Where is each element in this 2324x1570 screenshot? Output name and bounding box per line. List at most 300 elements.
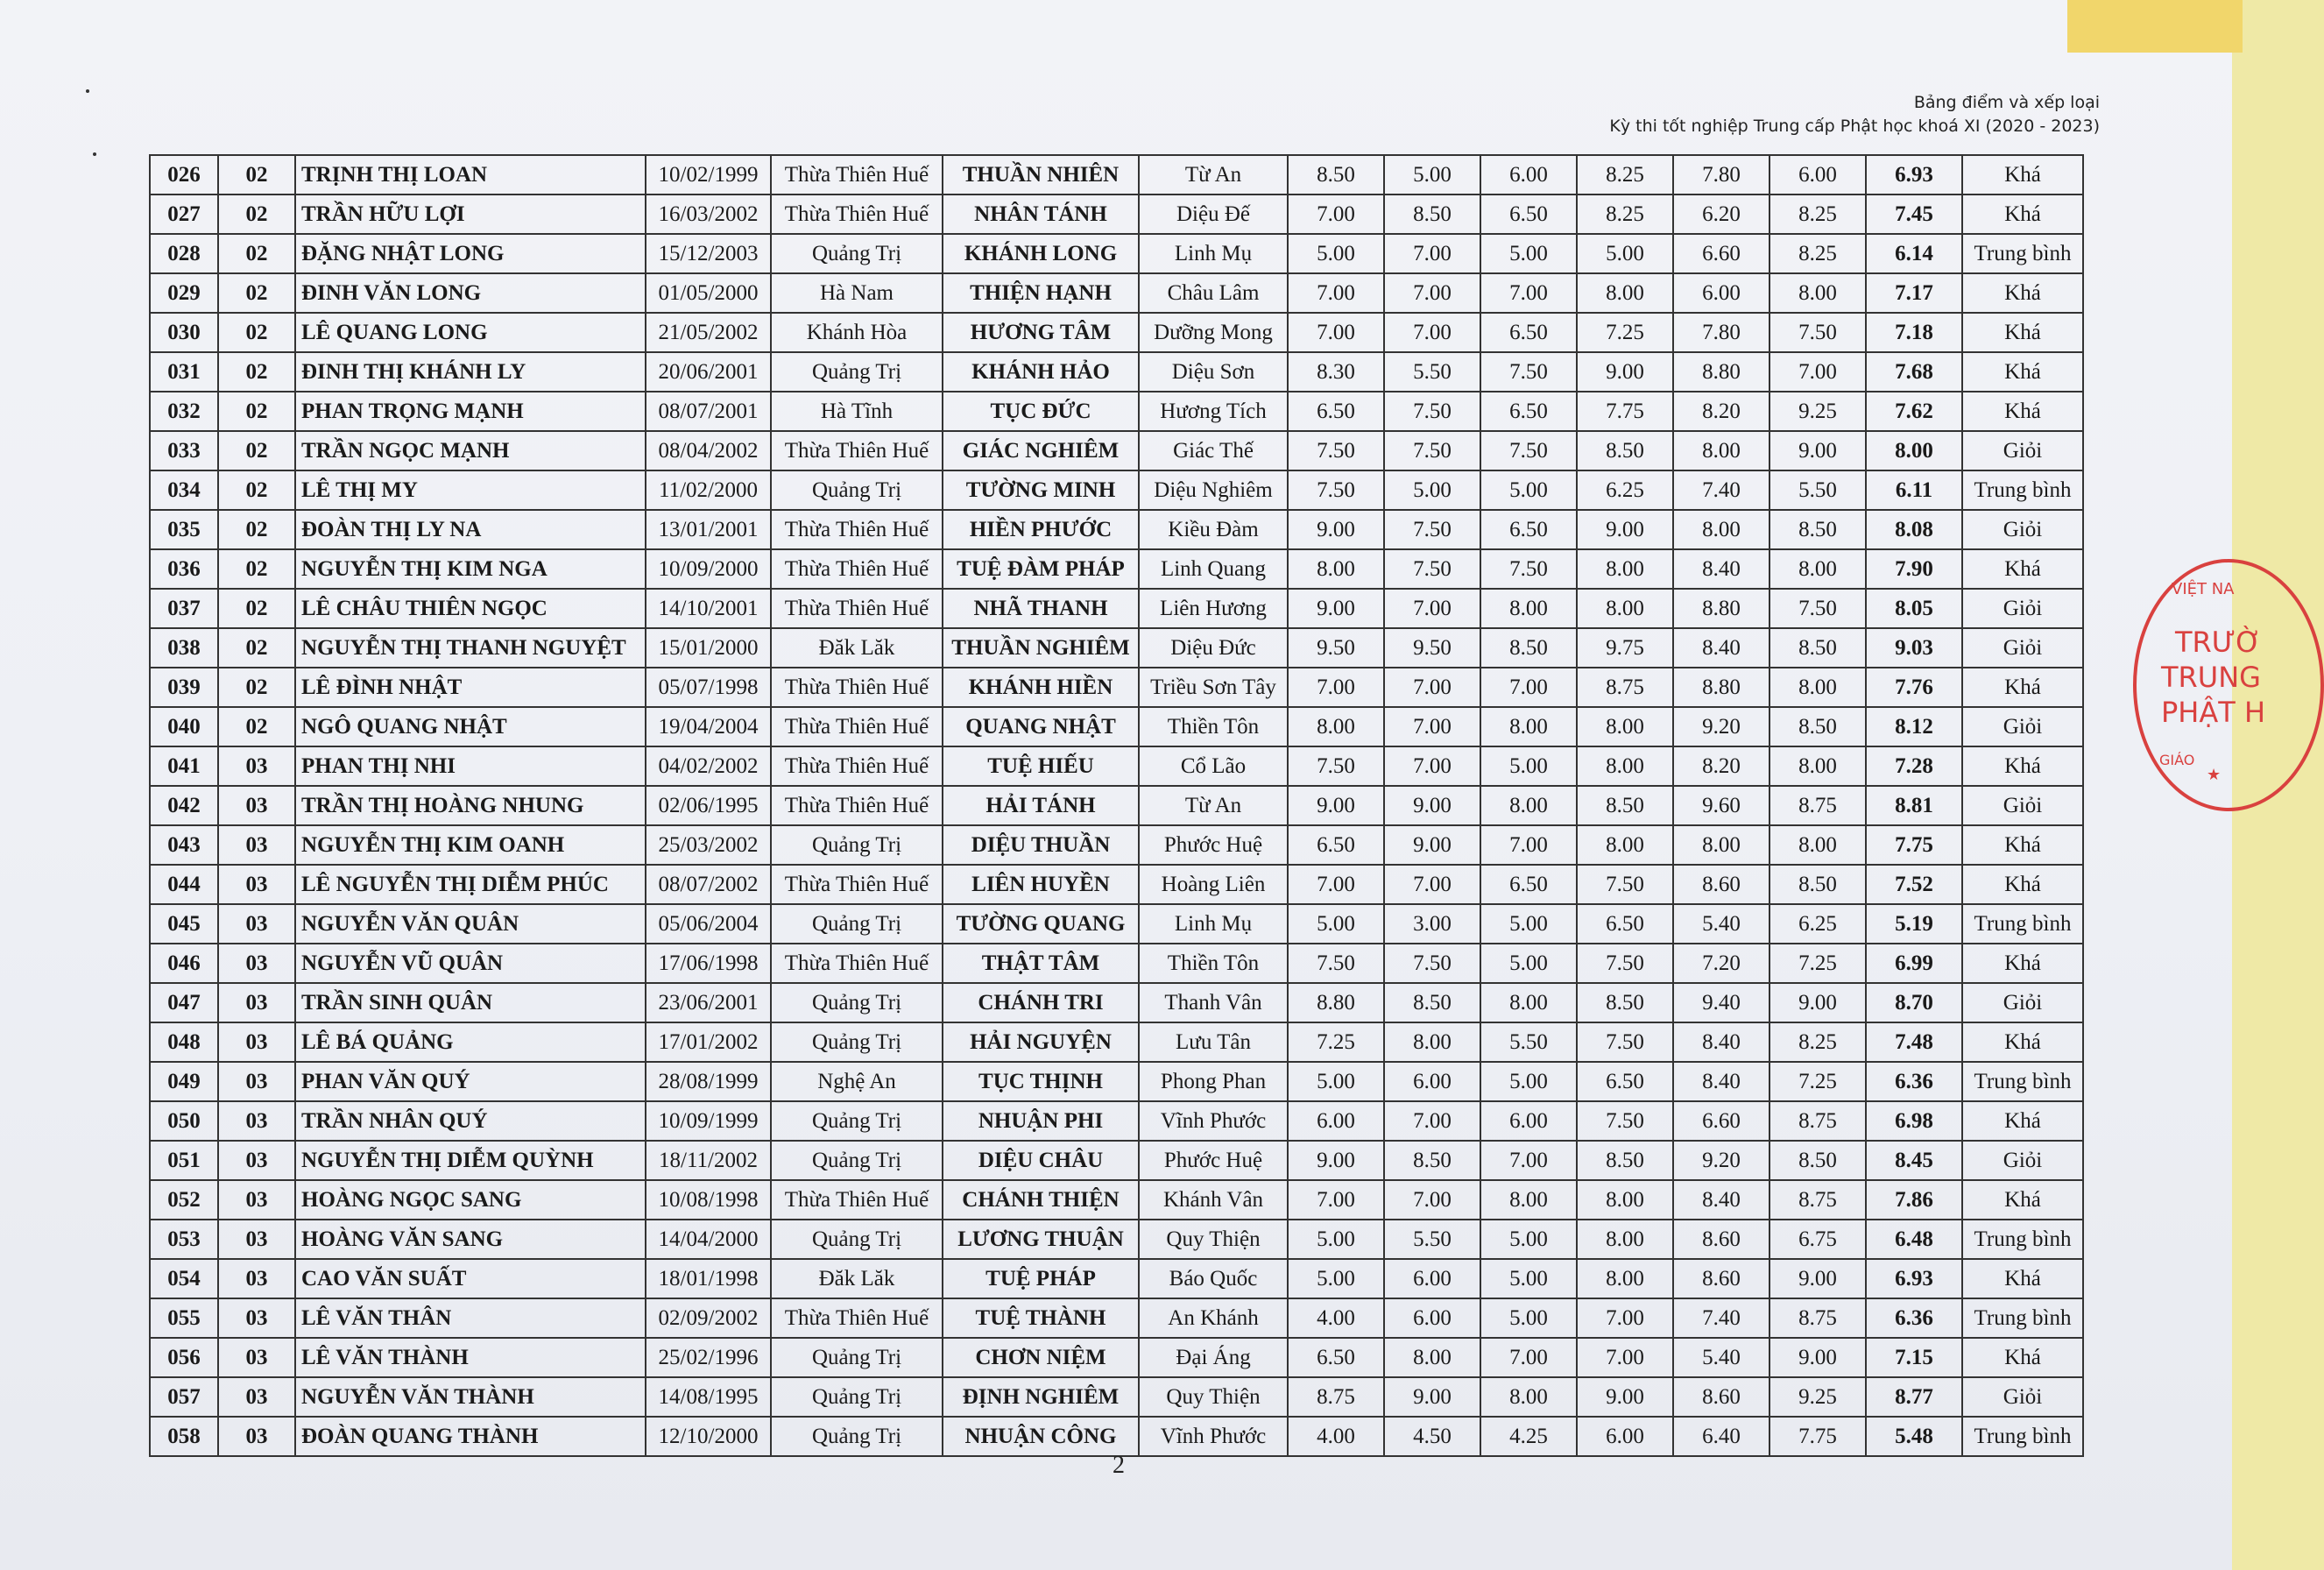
score-cell: 7.50	[1769, 313, 1866, 352]
average-cell: 8.05	[1866, 589, 1962, 628]
temple-cell: Linh Mụ	[1139, 904, 1288, 944]
score-cell: 7.00	[1288, 865, 1384, 904]
score-cell: 8.00	[1480, 589, 1577, 628]
average-cell: 7.18	[1866, 313, 1962, 352]
name-cell: LÊ QUANG LONG	[295, 313, 646, 352]
score-cell: 8.50	[1577, 983, 1673, 1022]
score-cell: 8.40	[1673, 549, 1769, 589]
score-cell: 7.00	[1577, 1338, 1673, 1377]
score-cell: 8.25	[1769, 1022, 1866, 1062]
name-cell: HOÀNG NGỌC SANG	[295, 1180, 646, 1220]
dob-cell: 18/11/2002	[646, 1141, 771, 1180]
room-cell: 02	[218, 549, 295, 589]
score-cell: 7.80	[1673, 155, 1769, 194]
table-row	[150, 983, 2083, 1022]
score-cell: 6.00	[1384, 1062, 1480, 1101]
birthplace-cell: Thừa Thiên Huế	[771, 1298, 943, 1338]
room-cell: 03	[218, 786, 295, 825]
name-cell: TRẦN SINH QUÂN	[295, 983, 646, 1022]
score-cell: 5.00	[1577, 234, 1673, 273]
score-cell: 7.50	[1288, 746, 1384, 786]
score-cell: 9.00	[1288, 589, 1384, 628]
score-cell: 5.00	[1288, 1220, 1384, 1259]
dob-cell: 20/06/2001	[646, 352, 771, 392]
rank-cell: Trung bình	[1962, 234, 2083, 273]
score-cell: 9.00	[1288, 786, 1384, 825]
birthplace-cell: Quảng Trị	[771, 1338, 943, 1377]
score-cell: 7.00	[1288, 1180, 1384, 1220]
average-cell: 8.45	[1866, 1141, 1962, 1180]
table-row	[150, 1259, 2083, 1298]
temple-cell: Thanh Vân	[1139, 983, 1288, 1022]
score-cell: 9.50	[1288, 628, 1384, 668]
score-cell: 5.00	[1384, 470, 1480, 510]
name-cell: ĐINH THỊ KHÁNH LY	[295, 352, 646, 392]
room-cell: 03	[218, 904, 295, 944]
table-row	[150, 392, 2083, 431]
name-cell: TRẦN NHÂN QUÝ	[295, 1101, 646, 1141]
stt-cell: 038	[150, 628, 218, 668]
name-cell: LÊ CHÂU THIÊN NGỌC	[295, 589, 646, 628]
score-cell: 6.50	[1480, 392, 1577, 431]
dob-cell: 28/08/1999	[646, 1062, 771, 1101]
rank-cell: Khá	[1962, 668, 2083, 707]
birthplace-cell: Thừa Thiên Huế	[771, 431, 943, 470]
birthplace-cell: Quảng Trị	[771, 234, 943, 273]
score-cell: 6.00	[1577, 1417, 1673, 1456]
average-cell: 6.14	[1866, 234, 1962, 273]
average-cell: 7.68	[1866, 352, 1962, 392]
room-cell: 03	[218, 1417, 295, 1456]
rank-cell: Khá	[1962, 1022, 2083, 1062]
score-cell: 7.50	[1288, 431, 1384, 470]
room-cell: 03	[218, 825, 295, 865]
name-cell: HOÀNG VĂN SANG	[295, 1220, 646, 1259]
temple-cell: Quy Thiện	[1139, 1220, 1288, 1259]
dob-cell: 15/01/2000	[646, 628, 771, 668]
score-cell: 6.50	[1480, 510, 1577, 549]
temple-cell: Dưỡng Mong	[1139, 313, 1288, 352]
temple-cell: Lưu Tân	[1139, 1022, 1288, 1062]
room-cell: 02	[218, 313, 295, 352]
score-cell: 8.30	[1288, 352, 1384, 392]
room-cell: 03	[218, 1141, 295, 1180]
score-cell: 7.00	[1480, 1141, 1577, 1180]
dob-cell: 10/02/1999	[646, 155, 771, 194]
stt-cell: 049	[150, 1062, 218, 1101]
name-cell: LÊ VĂN THÀNH	[295, 1338, 646, 1377]
score-cell: 7.00	[1384, 1180, 1480, 1220]
dharma-name-cell: HẢI NGUYỆN	[943, 1022, 1139, 1062]
name-cell: NGUYỄN THỊ DIỄM QUỲNH	[295, 1141, 646, 1180]
stt-cell: 047	[150, 983, 218, 1022]
score-cell: 8.00	[1577, 1259, 1673, 1298]
average-cell: 6.93	[1866, 155, 1962, 194]
score-cell: 7.00	[1384, 313, 1480, 352]
average-cell: 6.11	[1866, 470, 1962, 510]
average-cell: 7.28	[1866, 746, 1962, 786]
name-cell: TRẦN THỊ HOÀNG NHUNG	[295, 786, 646, 825]
name-cell: ĐOÀN THỊ LY NA	[295, 510, 646, 549]
name-cell: NGÔ QUANG NHẬT	[295, 707, 646, 746]
dharma-name-cell: KHÁNH HẢO	[943, 352, 1139, 392]
score-cell: 8.25	[1769, 234, 1866, 273]
score-cell: 8.50	[1769, 1141, 1866, 1180]
score-cell: 8.40	[1673, 1022, 1769, 1062]
dob-cell: 14/10/2001	[646, 589, 771, 628]
temple-cell: Phước Huệ	[1139, 1141, 1288, 1180]
table-row	[150, 668, 2083, 707]
score-cell: 6.50	[1288, 1338, 1384, 1377]
stt-cell: 030	[150, 313, 218, 352]
rank-cell: Giỏi	[1962, 431, 2083, 470]
temple-cell: Báo Quốc	[1139, 1259, 1288, 1298]
stt-cell: 045	[150, 904, 218, 944]
score-cell: 8.60	[1673, 1377, 1769, 1417]
score-cell: 8.00	[1384, 1338, 1480, 1377]
score-cell: 8.00	[1288, 707, 1384, 746]
dharma-name-cell: TUỆ HIẾU	[943, 746, 1139, 786]
score-cell: 5.50	[1384, 352, 1480, 392]
dob-cell: 12/10/2000	[646, 1417, 771, 1456]
dob-cell: 05/07/1998	[646, 668, 771, 707]
birthplace-cell: Thừa Thiên Huế	[771, 155, 943, 194]
temple-cell: Vĩnh Phước	[1139, 1101, 1288, 1141]
birthplace-cell: Thừa Thiên Huế	[771, 746, 943, 786]
birthplace-cell: Quảng Trị	[771, 1022, 943, 1062]
score-cell: 8.75	[1769, 1298, 1866, 1338]
dob-cell: 15/12/2003	[646, 234, 771, 273]
room-cell: 02	[218, 431, 295, 470]
score-cell: 8.75	[1769, 1101, 1866, 1141]
score-cell: 8.40	[1673, 1062, 1769, 1101]
score-cell: 8.60	[1673, 1220, 1769, 1259]
score-cell: 9.00	[1577, 1377, 1673, 1417]
score-cell: 8.00	[1480, 707, 1577, 746]
dharma-name-cell: DIỆU CHÂU	[943, 1141, 1139, 1180]
temple-cell: Từ An	[1139, 155, 1288, 194]
average-cell: 9.03	[1866, 628, 1962, 668]
score-cell: 9.00	[1384, 1377, 1480, 1417]
dob-cell: 05/06/2004	[646, 904, 771, 944]
score-cell: 8.60	[1673, 865, 1769, 904]
score-cell: 4.50	[1384, 1417, 1480, 1456]
birthplace-cell: Nghệ An	[771, 1062, 943, 1101]
score-cell: 6.50	[1577, 904, 1673, 944]
score-cell: 7.00	[1384, 273, 1480, 313]
dob-cell: 01/05/2000	[646, 273, 771, 313]
stamp-text: VIỆT NA	[2172, 580, 2235, 598]
score-cell: 9.00	[1288, 1141, 1384, 1180]
table-row	[150, 1062, 2083, 1101]
score-cell: 5.40	[1673, 904, 1769, 944]
stt-cell: 051	[150, 1141, 218, 1180]
score-cell: 6.25	[1769, 904, 1866, 944]
temple-cell: Kiều Đàm	[1139, 510, 1288, 549]
temple-cell: Diệu Đế	[1139, 194, 1288, 234]
score-cell: 8.50	[1384, 1141, 1480, 1180]
temple-cell: Diệu Sơn	[1139, 352, 1288, 392]
score-cell: 8.00	[1673, 510, 1769, 549]
score-cell: 7.00	[1480, 825, 1577, 865]
score-cell: 6.40	[1673, 1417, 1769, 1456]
birthplace-cell: Đăk Lăk	[771, 628, 943, 668]
score-cell: 6.25	[1577, 470, 1673, 510]
score-cell: 8.00	[1577, 746, 1673, 786]
dharma-name-cell: NHÃ THANH	[943, 589, 1139, 628]
name-cell: NGUYỄN THỊ KIM NGA	[295, 549, 646, 589]
score-cell: 5.50	[1480, 1022, 1577, 1062]
score-cell: 7.50	[1577, 944, 1673, 983]
score-cell: 5.00	[1288, 234, 1384, 273]
average-cell: 8.08	[1866, 510, 1962, 549]
average-cell: 8.00	[1866, 431, 1962, 470]
rank-cell: Trung bình	[1962, 470, 2083, 510]
score-cell: 7.40	[1673, 470, 1769, 510]
document-header	[1609, 91, 2100, 138]
table-row	[150, 628, 2083, 668]
birthplace-cell: Quảng Trị	[771, 1101, 943, 1141]
table-row	[150, 1180, 2083, 1220]
score-cell: 6.50	[1288, 392, 1384, 431]
table-row	[150, 155, 2083, 194]
stamp-text: PHẬT H	[2161, 696, 2266, 729]
score-cell: 8.00	[1769, 746, 1866, 786]
stt-cell: 027	[150, 194, 218, 234]
temple-cell: Khánh Vân	[1139, 1180, 1288, 1220]
dharma-name-cell: TUỆ PHÁP	[943, 1259, 1139, 1298]
score-cell: 9.00	[1577, 352, 1673, 392]
score-cell: 7.50	[1480, 352, 1577, 392]
table-row	[150, 1298, 2083, 1338]
score-cell: 7.00	[1769, 352, 1866, 392]
score-cell: 9.00	[1577, 510, 1673, 549]
dob-cell: 08/07/2002	[646, 865, 771, 904]
score-cell: 8.50	[1577, 1141, 1673, 1180]
score-cell: 8.75	[1577, 668, 1673, 707]
room-cell: 03	[218, 1259, 295, 1298]
rank-cell: Khá	[1962, 1259, 2083, 1298]
score-cell: 6.75	[1769, 1220, 1866, 1259]
name-cell: NGUYỄN THỊ THANH NGUYỆT	[295, 628, 646, 668]
room-cell: 02	[218, 707, 295, 746]
rank-cell: Trung bình	[1962, 1062, 2083, 1101]
temple-cell: Diệu Nghiêm	[1139, 470, 1288, 510]
name-cell: TRỊNH THỊ LOAN	[295, 155, 646, 194]
score-cell: 5.00	[1480, 1062, 1577, 1101]
score-cell: 8.25	[1577, 194, 1673, 234]
table-row	[150, 1338, 2083, 1377]
dob-cell: 08/07/2001	[646, 392, 771, 431]
rank-cell: Giỏi	[1962, 510, 2083, 549]
score-cell: 7.00	[1480, 273, 1577, 313]
room-cell: 02	[218, 392, 295, 431]
dharma-name-cell: KHÁNH HIỀN	[943, 668, 1139, 707]
dharma-name-cell: THUẦN NHIÊN	[943, 155, 1139, 194]
dob-cell: 19/04/2004	[646, 707, 771, 746]
dob-cell: 18/01/1998	[646, 1259, 771, 1298]
score-cell: 7.50	[1288, 470, 1384, 510]
score-cell: 5.00	[1384, 155, 1480, 194]
score-cell: 9.00	[1769, 1259, 1866, 1298]
score-cell: 8.00	[1384, 1022, 1480, 1062]
name-cell: NGUYỄN THỊ KIM OANH	[295, 825, 646, 865]
average-cell: 7.90	[1866, 549, 1962, 589]
score-cell: 7.50	[1577, 1022, 1673, 1062]
name-cell: PHAN TRỌNG MẠNH	[295, 392, 646, 431]
score-cell: 8.75	[1288, 1377, 1384, 1417]
score-cell: 6.50	[1480, 313, 1577, 352]
dharma-name-cell: TỤC THỊNH	[943, 1062, 1139, 1101]
birthplace-cell: Hà Tĩnh	[771, 392, 943, 431]
stamp-text: TRƯỜ	[2175, 626, 2262, 659]
room-cell: 03	[218, 746, 295, 786]
average-cell: 5.19	[1866, 904, 1962, 944]
rank-cell: Khá	[1962, 352, 2083, 392]
score-cell: 9.00	[1384, 825, 1480, 865]
temple-cell: Vĩnh Phước	[1139, 1417, 1288, 1456]
score-cell: 6.00	[1673, 273, 1769, 313]
dob-cell: 17/06/1998	[646, 944, 771, 983]
table-row	[150, 549, 2083, 589]
score-cell: 7.00	[1577, 1298, 1673, 1338]
stt-cell: 058	[150, 1417, 218, 1456]
average-cell: 6.36	[1866, 1298, 1962, 1338]
stt-cell: 055	[150, 1298, 218, 1338]
dob-cell: 11/02/2000	[646, 470, 771, 510]
dharma-name-cell: QUANG NHẬT	[943, 707, 1139, 746]
birthplace-cell: Quảng Trị	[771, 904, 943, 944]
name-cell: PHAN VĂN QUÝ	[295, 1062, 646, 1101]
score-cell: 9.20	[1673, 1141, 1769, 1180]
stt-cell: 056	[150, 1338, 218, 1377]
score-cell: 8.75	[1769, 1180, 1866, 1220]
birthplace-cell: Quảng Trị	[771, 1220, 943, 1259]
score-cell: 8.25	[1769, 194, 1866, 234]
stt-cell: 032	[150, 392, 218, 431]
room-cell: 02	[218, 194, 295, 234]
score-cell: 9.75	[1577, 628, 1673, 668]
room-cell: 02	[218, 589, 295, 628]
birthplace-cell: Thừa Thiên Huế	[771, 944, 943, 983]
average-cell: 6.36	[1866, 1062, 1962, 1101]
birthplace-cell: Quảng Trị	[771, 1141, 943, 1180]
score-cell: 8.50	[1384, 983, 1480, 1022]
score-cell: 4.00	[1288, 1298, 1384, 1338]
name-cell: LÊ THỊ MY	[295, 470, 646, 510]
table-row	[150, 1141, 2083, 1180]
score-cell: 8.00	[1769, 273, 1866, 313]
temple-cell: Hương Tích	[1139, 392, 1288, 431]
dharma-name-cell: TUỆ THÀNH	[943, 1298, 1139, 1338]
room-cell: 02	[218, 352, 295, 392]
score-cell: 8.40	[1673, 1180, 1769, 1220]
score-cell: 8.50	[1577, 431, 1673, 470]
score-cell: 6.00	[1384, 1298, 1480, 1338]
score-cell: 5.40	[1673, 1338, 1769, 1377]
table-row	[150, 707, 2083, 746]
temple-cell: Linh Mụ	[1139, 234, 1288, 273]
dharma-name-cell: TỤC ĐỨC	[943, 392, 1139, 431]
score-cell: 7.00	[1480, 668, 1577, 707]
room-cell: 02	[218, 510, 295, 549]
score-cell: 8.00	[1577, 273, 1673, 313]
birthplace-cell: Thừa Thiên Huế	[771, 865, 943, 904]
score-cell: 8.00	[1577, 707, 1673, 746]
rank-cell: Khá	[1962, 746, 2083, 786]
birthplace-cell: Khánh Hòa	[771, 313, 943, 352]
dharma-name-cell: THUẦN NGHIÊM	[943, 628, 1139, 668]
dharma-name-cell: DIỆU THUẦN	[943, 825, 1139, 865]
stt-cell: 057	[150, 1377, 218, 1417]
dob-cell: 10/08/1998	[646, 1180, 771, 1220]
average-cell: 7.45	[1866, 194, 1962, 234]
score-cell: 5.00	[1288, 1259, 1384, 1298]
table-row	[150, 273, 2083, 313]
score-cell: 8.40	[1673, 628, 1769, 668]
score-cell: 6.00	[1480, 1101, 1577, 1141]
dob-cell: 10/09/2000	[646, 549, 771, 589]
birthplace-cell: Quảng Trị	[771, 470, 943, 510]
dharma-name-cell: GIÁC NGHIÊM	[943, 431, 1139, 470]
temple-cell: Phước Huệ	[1139, 825, 1288, 865]
rank-cell: Trung bình	[1962, 1417, 2083, 1456]
score-cell: 9.00	[1288, 510, 1384, 549]
dharma-name-cell: ĐỊNH NGHIÊM	[943, 1377, 1139, 1417]
dob-cell: 16/03/2002	[646, 194, 771, 234]
score-cell: 7.00	[1384, 234, 1480, 273]
average-cell: 8.12	[1866, 707, 1962, 746]
stt-cell: 053	[150, 1220, 218, 1259]
name-cell: NGUYỄN VĂN THÀNH	[295, 1377, 646, 1417]
score-cell: 7.00	[1288, 668, 1384, 707]
temple-cell: An Khánh	[1139, 1298, 1288, 1338]
birthplace-cell: Quảng Trị	[771, 1377, 943, 1417]
stt-cell: 044	[150, 865, 218, 904]
rank-cell: Trung bình	[1962, 904, 2083, 944]
speck	[93, 152, 96, 156]
table-row	[150, 234, 2083, 273]
score-cell: 5.00	[1288, 904, 1384, 944]
dharma-name-cell: TUỆ ĐÀM PHÁP	[943, 549, 1139, 589]
dob-cell: 14/08/1995	[646, 1377, 771, 1417]
average-cell: 7.15	[1866, 1338, 1962, 1377]
score-cell: 5.50	[1384, 1220, 1480, 1259]
table-body	[150, 155, 2083, 1456]
temple-cell: Quy Thiện	[1139, 1377, 1288, 1417]
average-cell: 7.48	[1866, 1022, 1962, 1062]
score-cell: 8.00	[1673, 825, 1769, 865]
score-cell: 7.50	[1288, 944, 1384, 983]
score-cell: 9.00	[1769, 983, 1866, 1022]
rank-cell: Trung bình	[1962, 1220, 2083, 1259]
rank-cell: Khá	[1962, 273, 2083, 313]
dharma-name-cell: KHÁNH LONG	[943, 234, 1139, 273]
birthplace-cell: Hà Nam	[771, 273, 943, 313]
name-cell: LÊ BÁ QUẢNG	[295, 1022, 646, 1062]
score-cell: 8.80	[1673, 352, 1769, 392]
name-cell: TRẦN NGỌC MẠNH	[295, 431, 646, 470]
score-cell: 6.00	[1384, 1259, 1480, 1298]
temple-cell: Từ An	[1139, 786, 1288, 825]
dharma-name-cell: HẢI TÁNH	[943, 786, 1139, 825]
table-row	[150, 470, 2083, 510]
room-cell: 02	[218, 668, 295, 707]
average-cell: 8.81	[1866, 786, 1962, 825]
average-cell: 6.48	[1866, 1220, 1962, 1259]
name-cell: TRẦN HỮU LỢI	[295, 194, 646, 234]
rank-cell: Khá	[1962, 194, 2083, 234]
